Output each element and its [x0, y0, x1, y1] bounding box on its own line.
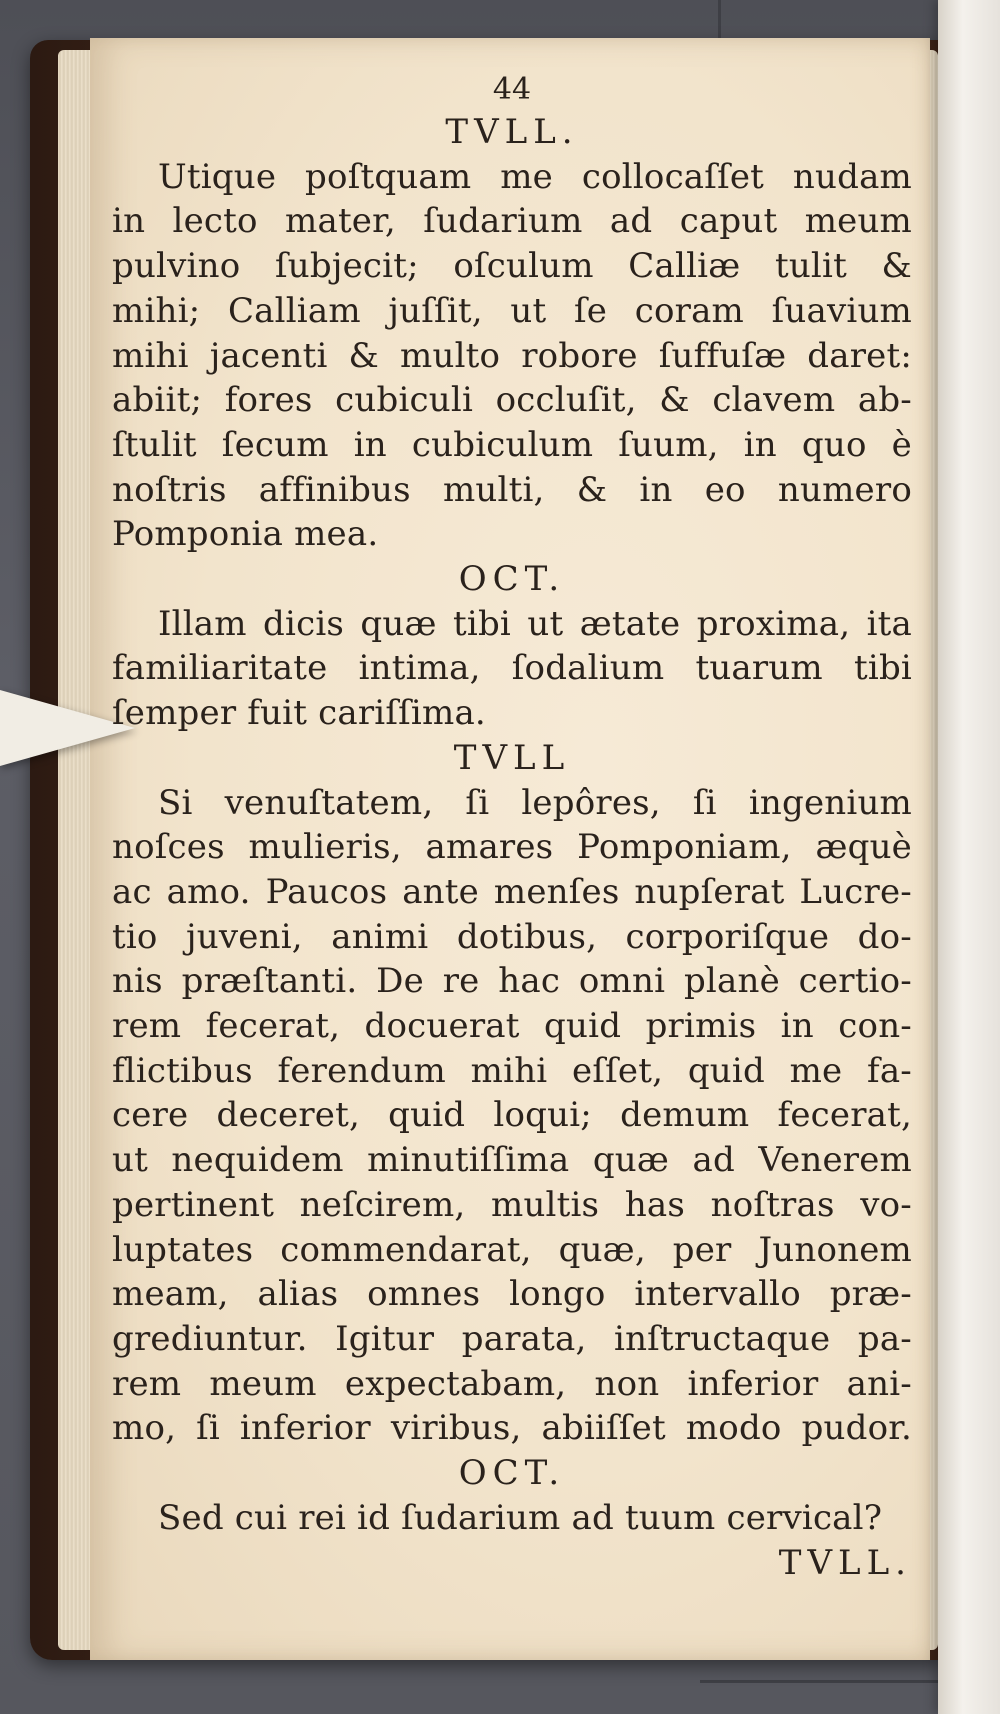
text-line: flictibus ferendum mihi eſſet, quid me fa-: [112, 1050, 912, 1091]
text-line: familiaritate intima, ſodalium tuarum tibi: [112, 648, 912, 689]
text-line: cere deceret, quid loqui; demum fecerat,: [112, 1095, 912, 1136]
text-line: luptates commendarat, quæ, per Junonem: [112, 1229, 912, 1270]
page-text: [112, 70, 912, 1585]
text-line: Sed cui rei id ſudarium ad tuum cervical?: [158, 1497, 883, 1538]
text-line: pulvino ſubjecit; oſculum Calliæ tulit &: [112, 246, 912, 287]
text-line: Illam dicis quæ tibi ut ætate proxima, ita: [158, 603, 912, 644]
text-line: nis præſtanti. De re hac omni planè certio-: [112, 961, 912, 1002]
text-line: noſces mulieris, amares Pomponiam, æquè: [112, 827, 912, 868]
text-line: Utique poſtquam me collocaſſet nudam: [158, 156, 912, 197]
speaker-label: OCT.: [458, 1453, 566, 1494]
text-line: mo, ſi inferior viribus, abiiſſet modo pudor.: [112, 1408, 912, 1449]
text-line: Si venuſtatem, ſi lepôres, ſi ingenium: [158, 782, 912, 823]
text-line: pertinent neſcirem, multis has noſtras vo-: [112, 1184, 912, 1225]
text-line: noſtris affinibus multi, & in eo numero: [112, 469, 912, 510]
catchword: TVLL.: [778, 1542, 912, 1583]
text-line: ac amo. Paucos ante menſes nupſerat Lucre-: [112, 871, 912, 912]
text-line: abiit; fores cubiculi occluſit, & clavem ab-: [112, 380, 912, 421]
text-line: ſtulit ſecum in cubiculum ſuum, in quo è: [112, 424, 912, 465]
page-number: 44: [492, 72, 532, 107]
text-line: meam, alias omnes longo intervallo præ-: [112, 1274, 912, 1315]
text-line: grediuntur. Igitur parata, inſtructaque pa-: [112, 1318, 912, 1359]
facing-page-edge: [938, 0, 1000, 1714]
text-line: mihi; Calliam juſſit, ut ſe coram ſuavium: [112, 290, 912, 331]
text-line: ſemper fuit cariſſima.: [112, 693, 486, 734]
text-line: rem meum expectabam, non inferior ani-: [112, 1363, 912, 1404]
text-line: tio juveni, animi dotibus, corporiſque do-: [112, 916, 912, 957]
speaker-label: TVLL: [453, 737, 571, 778]
text-line: mihi jacenti & multo robore ſuffuſæ daret:: [112, 335, 912, 376]
text-line: rem fecerat, docuerat quid primis in con-: [112, 1006, 912, 1047]
speaker-label: OCT.: [458, 559, 566, 600]
text-line: in lecto mater, ſudarium ad caput meum: [112, 201, 912, 242]
text-line: ut nequidem minutiſſima quæ ad Venerem: [112, 1140, 912, 1181]
running-header: TVLL.: [445, 112, 579, 152]
text-line: Pomponia mea.: [112, 514, 379, 555]
